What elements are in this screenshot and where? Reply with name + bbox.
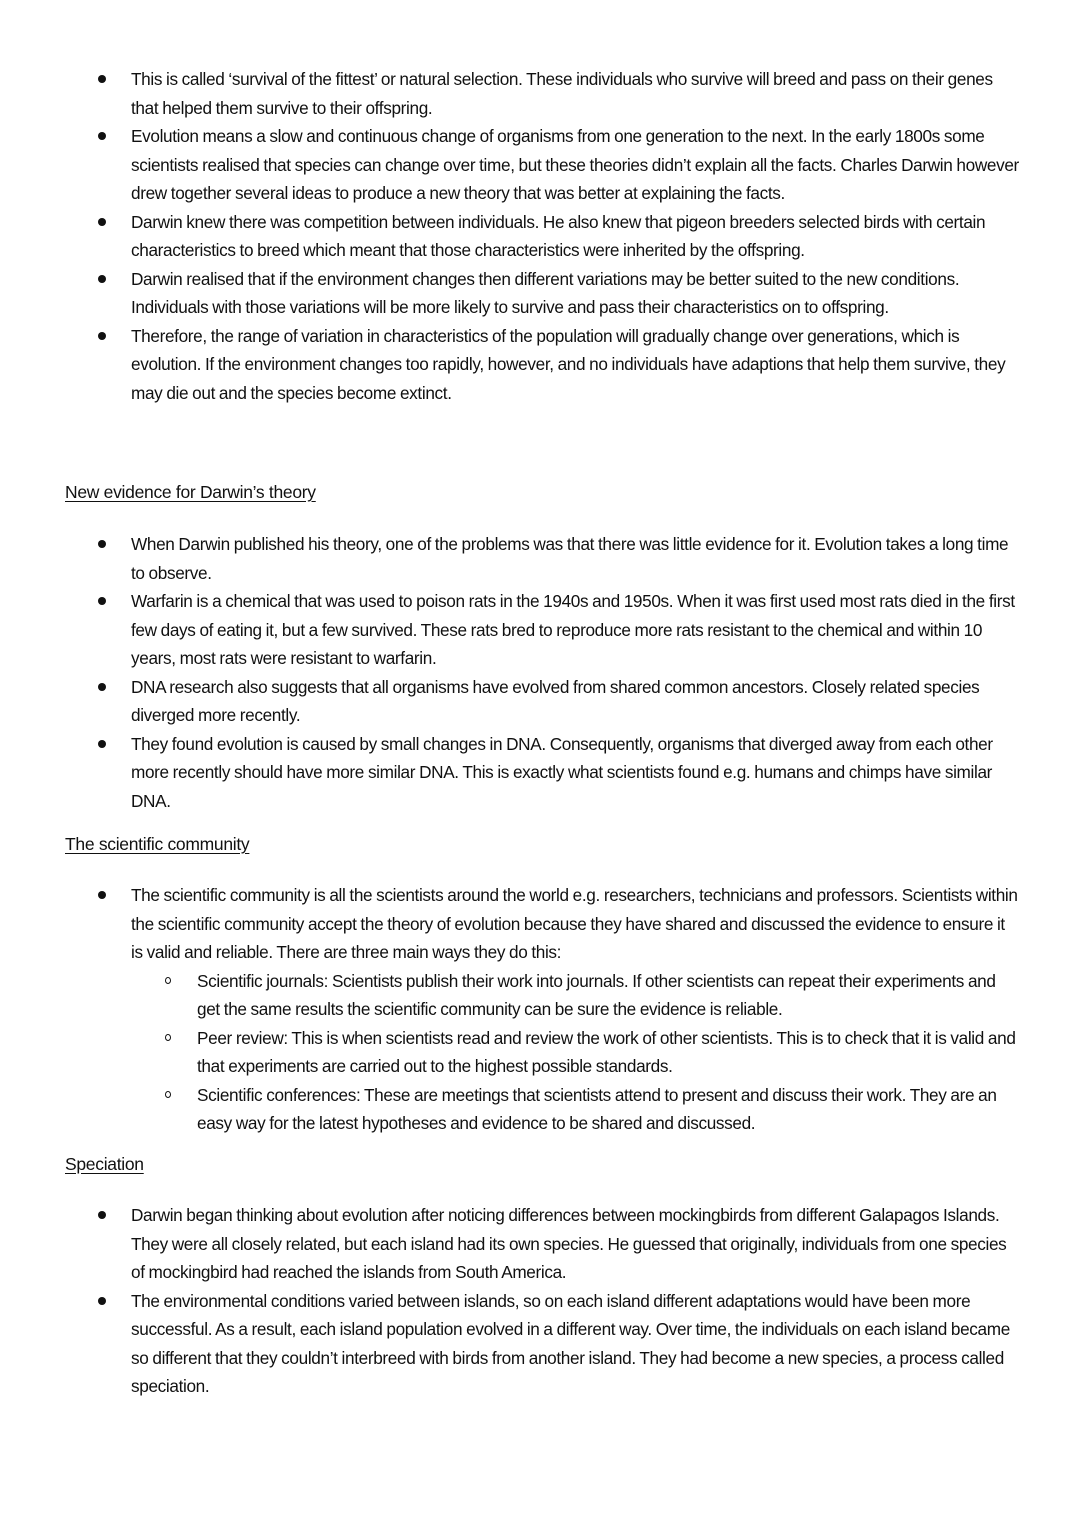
sub-bullet-text: Scientific journals: Scientists publish their work into journals. If other scientists can repeat their experiments and get the same results the scientific community can be sure the evidence is reliable.	[197, 970, 996, 1019]
sub-bullet-text: Peer review: This is when scientists read and review the work of other scientists. This is to check that it is valid and that experiments are carried out to the highest possible standards.	[197, 1027, 1016, 1076]
list-item	[0, 122, 1080, 208]
bullet-icon	[98, 132, 106, 140]
list-item	[0, 1287, 1080, 1401]
section-scientific-community	[0, 881, 1080, 1138]
bullet-text: The environmental conditions varied between islands, so on each island different adaptations would have been more successful. As a result, each island population evolved in a different way. Over time, the individuals on each island became so different that they couldn’t interbreed with birds from another island. They had become a new species, a process called speciation.	[131, 1290, 1010, 1396]
bullet-text: Darwin realised that if the environment changes then different variations may be better suited to the new conditions. Individuals with those variations will be more likely to survive and pass their characteristics on to offspring.	[131, 268, 960, 317]
circle-bullet-icon	[165, 1034, 171, 1041]
bullet-icon	[98, 75, 106, 83]
circle-bullet-icon	[165, 1091, 171, 1098]
sub-list-item	[131, 1081, 1020, 1138]
section-speciation	[0, 1201, 1080, 1401]
list-item	[0, 322, 1080, 408]
bullet-icon	[98, 332, 106, 340]
bullet-text: DNA research also suggests that all organisms have evolved from shared common ancestors. Closely related species diverged more recently.	[131, 676, 980, 725]
sub-bullet-text: Scientific conferences: These are meetings that scientists attend to present and discuss their work. They are an easy way for the latest hypotheses and evidence to be shared and discussed.	[197, 1084, 997, 1133]
bullet-text: Warfarin is a chemical that was used to poison rats in the 1940s and 1950s. When it was first used most rats died in the first few days of eating it, but a few survived. These rats bred to reproduce more rats resistant to the chemical and within 10 years, most rats were resistant to warfarin.	[131, 591, 1015, 668]
sub-list-item	[131, 967, 1020, 1024]
bullet-list	[0, 65, 1080, 407]
section-intro	[0, 65, 1080, 407]
list-item	[0, 730, 1080, 816]
bullet-icon	[98, 891, 106, 899]
bullet-text: The scientific community is all the scientists around the world e.g. researchers, technicians and professors. Scientists within the scientific community accept the theory of evolution because they have shared and discussed the evidence to ensure it is valid and reliable. There are three main ways they do this:	[131, 885, 1018, 962]
list-item	[0, 530, 1080, 587]
bullet-text: Therefore, the range of variation in characteristics of the population will gradually change over generations, which is evolution. If the environment changes too rapidly, however, and no individuals have adaptions that help them survive, they may die out and the species become extinct.	[131, 325, 1006, 403]
bullet-list	[0, 1201, 1080, 1401]
section-new-evidence	[0, 530, 1080, 815]
bullet-list	[0, 530, 1080, 815]
list-item	[0, 587, 1080, 673]
bullet-icon	[98, 275, 106, 283]
section-heading-speciation: Speciation	[65, 1154, 144, 1174]
bullet-icon	[98, 740, 106, 748]
section-heading-new-evidence: New evidence for Darwin’s theory	[65, 482, 316, 502]
list-item	[0, 65, 1080, 122]
bullet-icon	[98, 1297, 106, 1305]
sub-list-item	[131, 1024, 1020, 1081]
list-item	[0, 881, 1080, 1138]
bullet-icon	[98, 597, 106, 605]
sub-bullet-list	[131, 967, 1020, 1138]
bullet-text: Darwin began thinking about evolution after noticing differences between mockingbirds from different Galapagos Islands. They were all closely related, but each island had its own species. He guessed that originally, individuals from one species of mockingbird had reached the islands from South America.	[131, 1205, 1007, 1282]
list-item	[0, 673, 1080, 730]
bullet-text: This is called ‘survival of the fittest’ or natural selection. These individuals who survive will breed and pass on their genes that helped them survive to their offspring.	[131, 69, 993, 118]
list-item	[0, 265, 1080, 322]
circle-bullet-icon	[165, 977, 171, 984]
bullet-icon	[98, 218, 106, 226]
bullet-icon	[98, 683, 106, 691]
list-item	[0, 208, 1080, 265]
bullet-text: When Darwin published his theory, one of the problems was that there was little evidence for it. Evolution takes a long time to observe.	[131, 534, 1009, 583]
list-item	[0, 1201, 1080, 1287]
bullet-icon	[98, 1211, 106, 1219]
bullet-icon	[98, 540, 106, 548]
bullet-text: They found evolution is caused by small changes in DNA. Consequently, organisms that diverged away from each other more recently should have more similar DNA. This is exactly what scientists found e.g. humans and chimps have similar DNA.	[131, 733, 993, 811]
bullet-list	[0, 881, 1080, 1138]
bullet-text: Darwin knew there was competition between individuals. He also knew that pigeon breeders selected birds with certain characteristics to breed which meant that those characteristics were inherited by the offspring.	[131, 211, 986, 260]
bullet-text: Evolution means a slow and continuous change of organisms from one generation to the next. In the early 1800s some scientists realised that species can change over time, but these theories didn’t explain all the facts. Charles Darwin however drew together several ideas to produce a new theory that was better at explaining the facts.	[131, 126, 1019, 203]
section-heading-scientific-community: The scientific community	[65, 834, 250, 854]
